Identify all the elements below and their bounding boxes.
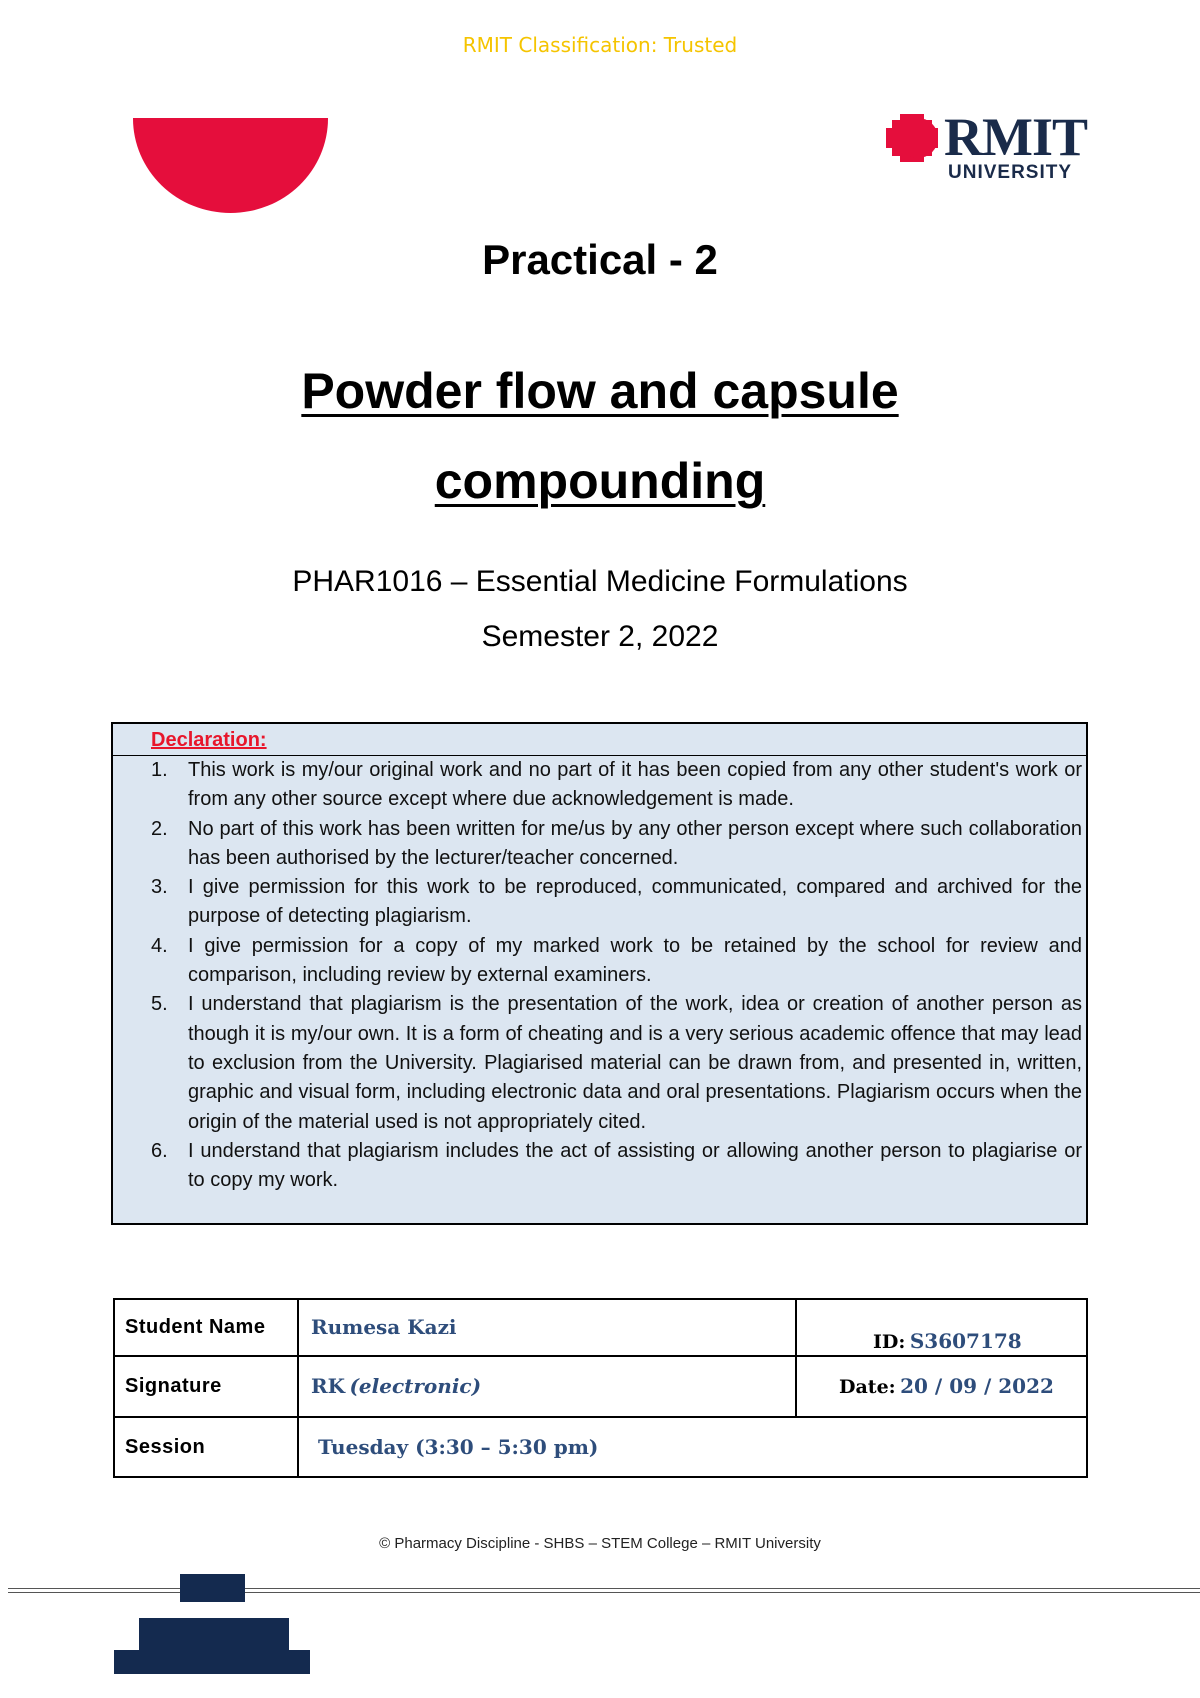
declaration-item [113,932,1086,991]
session-value: Tuesday (3:30 – 5:30 pm) [318,1435,599,1459]
declaration-item [113,990,1086,1136]
declaration-item-text: I give permission for this work to be reproduced, communicated, compared and archived for the purpose of detecting plagiarism. [188,876,1082,928]
declaration-box [111,722,1088,1225]
signature-note: (electronic) [349,1374,482,1398]
navy-block-bottom [114,1650,310,1674]
declaration-item [113,873,1086,932]
table-divider [115,1416,1086,1418]
declaration-header [113,724,1086,756]
declaration-list [113,756,1086,1195]
student-id-field [873,1329,1022,1353]
declaration-item-number: 1. [151,759,168,781]
student-details-table [113,1298,1088,1478]
student-name-label: Student Name [125,1316,266,1338]
declaration-item-number: 3. [151,876,168,899]
logo-wordmark: RMIT [944,107,1087,167]
footer-copyright: © Pharmacy Discipline - SHBS – STEM College – RMIT University [379,1535,821,1552]
signature-label: Signature [125,1375,222,1397]
declaration-item [113,756,1086,815]
student-name-value: Rumesa Kazi [311,1315,457,1339]
table-divider [115,1355,1086,1357]
signature-field [311,1374,481,1398]
classification-label: RMIT Classification: Trusted [462,33,738,57]
logo-subtitle: UNIVERSITY [948,162,1073,183]
declaration-item [113,1137,1086,1196]
declaration-item-number: 5. [151,993,168,1016]
student-id-value: S3607178 [909,1329,1022,1353]
title-line-1: Powder flow and capsule [301,363,899,419]
title-line-2: compounding [434,453,766,509]
declaration-item-text: No part of this work has been written for me/us by any other person except where such collaboration has been authorised by the lecturer/teacher concerned. [188,817,1082,869]
declaration-item-text: This work is my/our original work and no part of it has been copied from any other student's work or from any other source except where due acknowledgement is made. [188,759,1082,811]
declaration-item-number: 6. [151,1139,168,1162]
declaration-item [113,815,1086,874]
date-field [839,1374,1054,1398]
declaration-heading: Declaration: [151,729,267,751]
rmit-logo [886,107,1092,190]
navy-block-top [180,1574,245,1602]
signature-value: RK [311,1374,346,1398]
red-semicircle-decoration [133,118,328,213]
date-label: Date: [839,1376,896,1398]
date-value: 20 / 09 / 2022 [900,1374,1054,1398]
declaration-item-text: I understand that plagiarism includes the act of assisting or allowing another person to plagiarise or to copy my work. [188,1139,1082,1192]
document-title [0,346,1200,526]
table-divider [297,1300,299,1476]
table-divider [795,1300,797,1418]
rmit-pixel-mark-icon [886,114,940,162]
declaration-item-number: 4. [151,934,168,957]
navy-block-middle [139,1618,289,1650]
declaration-item-text: I give permission for a copy of my marked work to be retained by the school for review and comparison, including review by external examiners. [188,934,1082,987]
student-id-label: ID: [873,1331,906,1353]
practical-heading: Practical - 2 [482,236,718,283]
declaration-item-number: 2. [151,817,168,840]
semester: Semester 2, 2022 [481,620,719,653]
session-label: Session [125,1436,206,1458]
course-name: PHAR1016 – Essential Medicine Formulations [292,565,908,598]
declaration-item-text: I understand that plagiarism is the presentation of the work, idea or creation of another person as though it is my/our own. It is a form of cheating and is a very serious academic offence that may lead to exclusion from the University. Plagiarised material can be drawn from, and presented in, written, graphic and visual form, including electronic data and oral presentations. Plagiarism occurs when the origin of the material used is not appropriately cited. [188,993,1082,1133]
